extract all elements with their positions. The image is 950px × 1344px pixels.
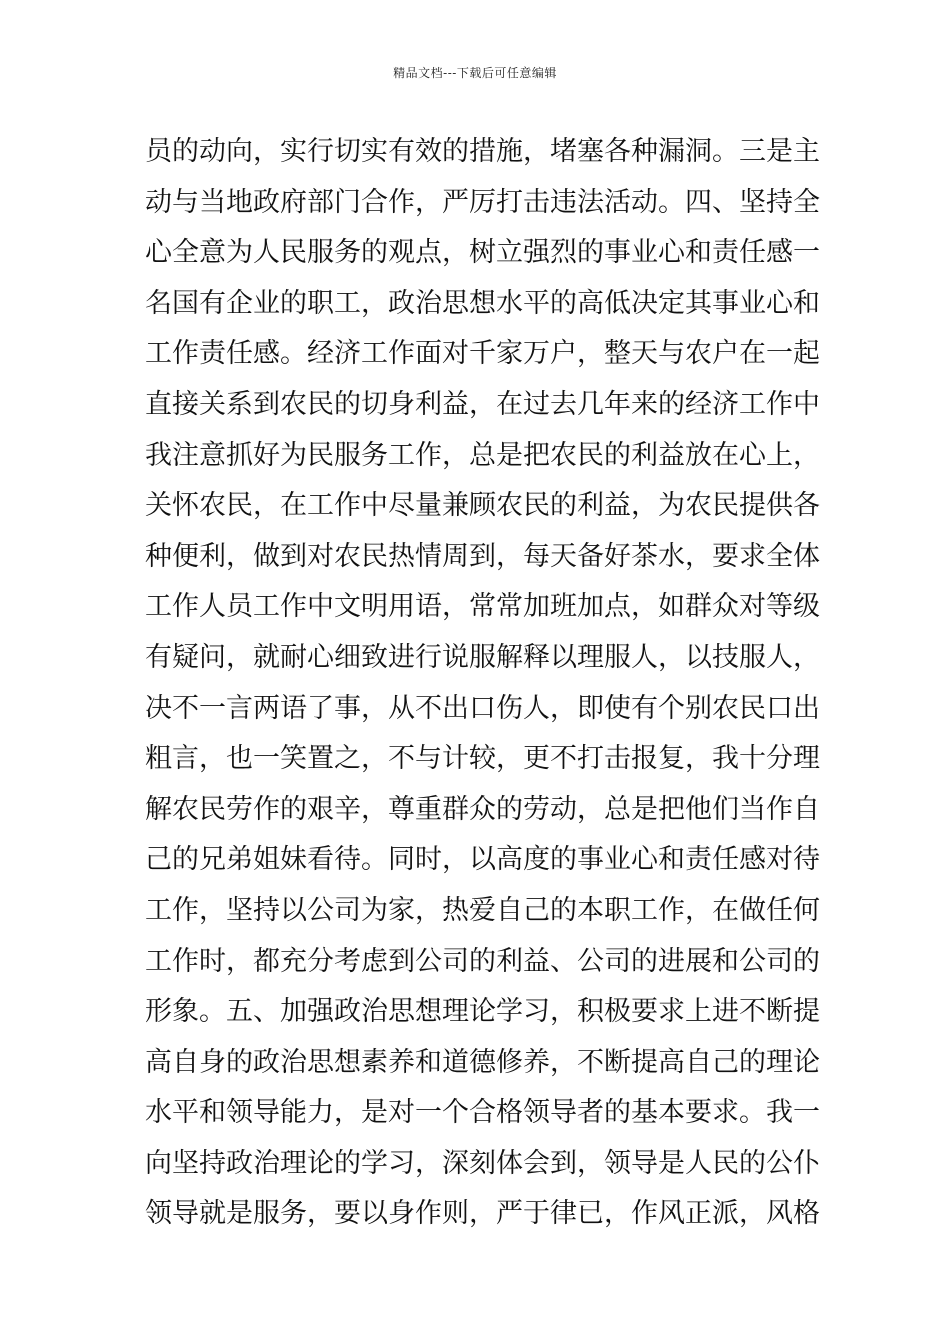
text-line: 粗言，也一笑置之，不与计较，更不打击报复，我十分理 [145,743,820,775]
text-line: 形象。五、加强政治思想理论学习，积极要求上进不断提 [145,996,820,1028]
text-line: 有疑问，就耐心细致进行说服解释以理服人，以技服人， [145,641,820,673]
text-line: 决不一言两语了事，从不出口伤人，即使有个别农民口出 [145,692,820,724]
text-line: 工作人员工作中文明用语，常常加班加点，如群众对等级 [145,591,820,623]
body-text [145,127,820,1240]
text-line: 工作时，都充分考虑到公司的利益、公司的进展和公司的 [145,945,820,977]
text-line: 领导就是服务，要以身作则，严于律已，作风正派，风格 [145,1198,820,1230]
text-line: 水平和领导能力，是对一个合格领导者的基本要求。我一 [145,1097,820,1129]
text-line: 种便利，做到对农民热情周到，每天备好茶水，要求全体 [145,540,820,572]
text-line: 工作责任感。经济工作面对千家万户，整天与农户在一起 [145,338,820,370]
page-header: 精品文档---下载后可任意编辑 [393,66,557,80]
text-line: 动与当地政府部门合作，严厉打击违法活动。四、坚持全 [145,186,820,218]
text-line: 解农民劳作的艰辛，尊重群众的劳动，总是把他们当作自 [145,793,820,825]
text-line: 关怀农民，在工作中尽量兼顾农民的利益，为农民提供各 [145,490,820,522]
text-line: 向坚持政治理论的学习，深刻体会到，领导是人民的公仆 [145,1147,820,1179]
text-line: 我注意抓好为民服务工作，总是把农民的利益放在心上， [145,439,820,471]
text-line: 高自身的政治思想素养和道德修养，不断提高自己的理论 [145,1046,820,1078]
text-line: 员的动向，实行切实有效的措施，堵塞各种漏洞。三是主 [145,136,820,167]
text-line: 直接关系到农民的切身利益，在过去几年来的经济工作中 [145,388,820,420]
text-line: 心全意为人民服务的观点，树立强烈的事业心和责任感一 [145,237,820,269]
text-line: 工作，坚持以公司为家，热爱自己的本职工作，在做任何 [145,894,820,926]
text-line: 名国有企业的职工，政治思想水平的高低决定其事业心和 [145,287,820,319]
text-line: 己的兄弟姐妹看待。同时，以高度的事业心和责任感对待 [145,844,820,876]
